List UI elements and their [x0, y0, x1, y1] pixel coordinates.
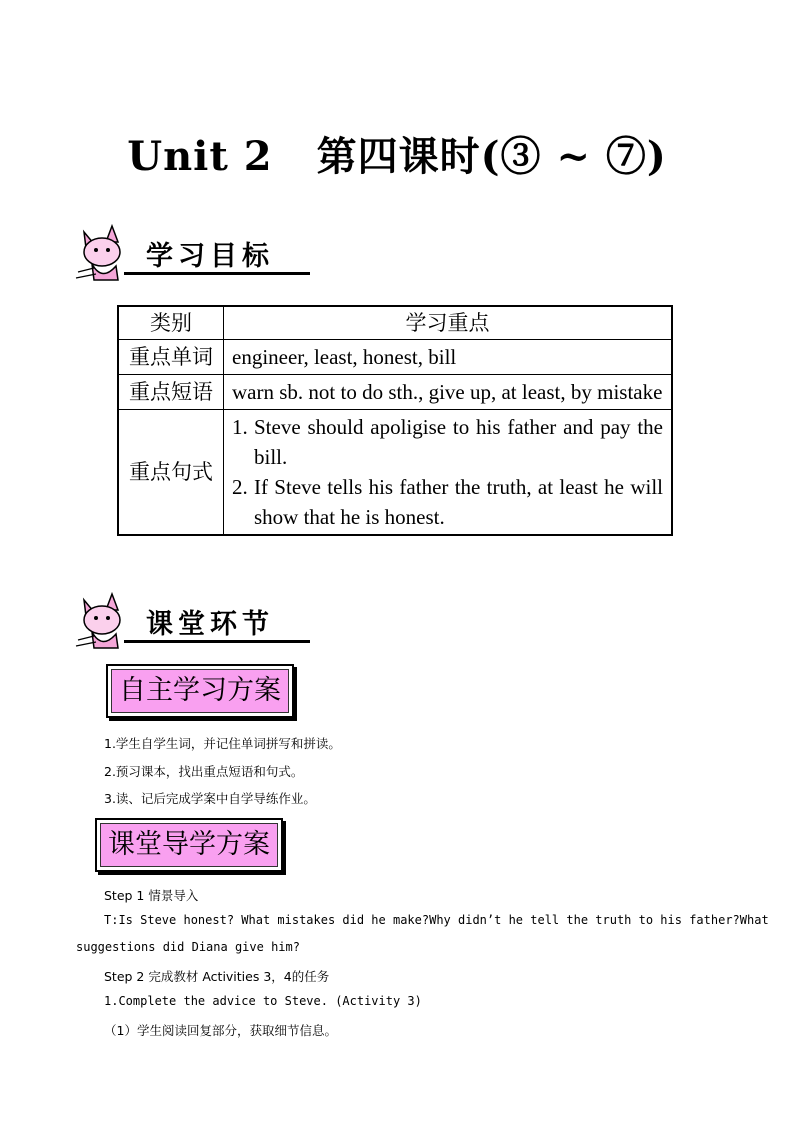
- question-text: T:Is Steve honest? What mistakes did he make?Why didn’t he tell the truth to his father?What: [104, 913, 769, 927]
- row-content: [224, 410, 673, 536]
- box-label: 课堂导学方案: [100, 823, 278, 867]
- list-item: （1）学生阅读回复部分，获取细节信息。: [104, 1023, 337, 1038]
- sentence-item: [232, 412, 663, 472]
- list-item: 2.预习课本，找出重点短语和句式。: [104, 764, 304, 779]
- step-heading: Step 1 情景导入: [104, 888, 199, 903]
- table-row: [118, 375, 672, 410]
- class-guide-box: [95, 818, 283, 872]
- row-content: warn sb. not to do sth., give up, at least, by mistake: [224, 375, 673, 410]
- title-lesson: 第四课时(③ ~ ⑦): [316, 133, 667, 180]
- sentence-item: [232, 472, 663, 532]
- section-underline: [124, 640, 310, 643]
- header-focus: 学习重点: [224, 306, 673, 340]
- row-content: engineer, least, honest, bill: [224, 340, 673, 375]
- sentence-text: Steve should apoligise to his father and pay the bill.: [254, 415, 663, 469]
- step-heading: Step 2 完成教材 Activities 3，4的任务: [104, 969, 330, 984]
- title-unit: Unit 2: [127, 133, 273, 180]
- table-row: [118, 410, 672, 536]
- activity-text: 1.Complete the advice to Steve. (Activity 3): [104, 994, 422, 1008]
- row-category: 重点单词: [118, 340, 224, 375]
- header-category: 类别: [118, 306, 224, 340]
- list-item: 1.学生自学生词，并记住单词拼写和拼读。: [104, 736, 341, 751]
- section-label: 课堂环节: [146, 609, 274, 640]
- goals-table: [117, 305, 673, 536]
- table-header-row: [118, 306, 672, 340]
- sentence-number: 1.: [232, 415, 248, 439]
- section-header-class: [72, 590, 312, 652]
- box-label: 自主学习方案: [111, 669, 289, 713]
- row-category: 重点句式: [118, 410, 224, 536]
- question-text: suggestions did Diana give him?: [76, 940, 300, 954]
- section-label: 学习目标: [146, 241, 274, 272]
- table-row: [118, 340, 672, 375]
- section-header-goals: [72, 222, 312, 284]
- section-underline: [124, 272, 310, 275]
- sentence-text: If Steve tells his father the truth, at least he will show that he is honest.: [254, 475, 663, 529]
- self-study-box: [106, 664, 294, 718]
- sentence-number: 2.: [232, 475, 248, 499]
- list-item: 3.读、记后完成学案中自学导练作业。: [104, 791, 316, 806]
- row-category: 重点短语: [118, 375, 224, 410]
- page-title: [0, 125, 794, 182]
